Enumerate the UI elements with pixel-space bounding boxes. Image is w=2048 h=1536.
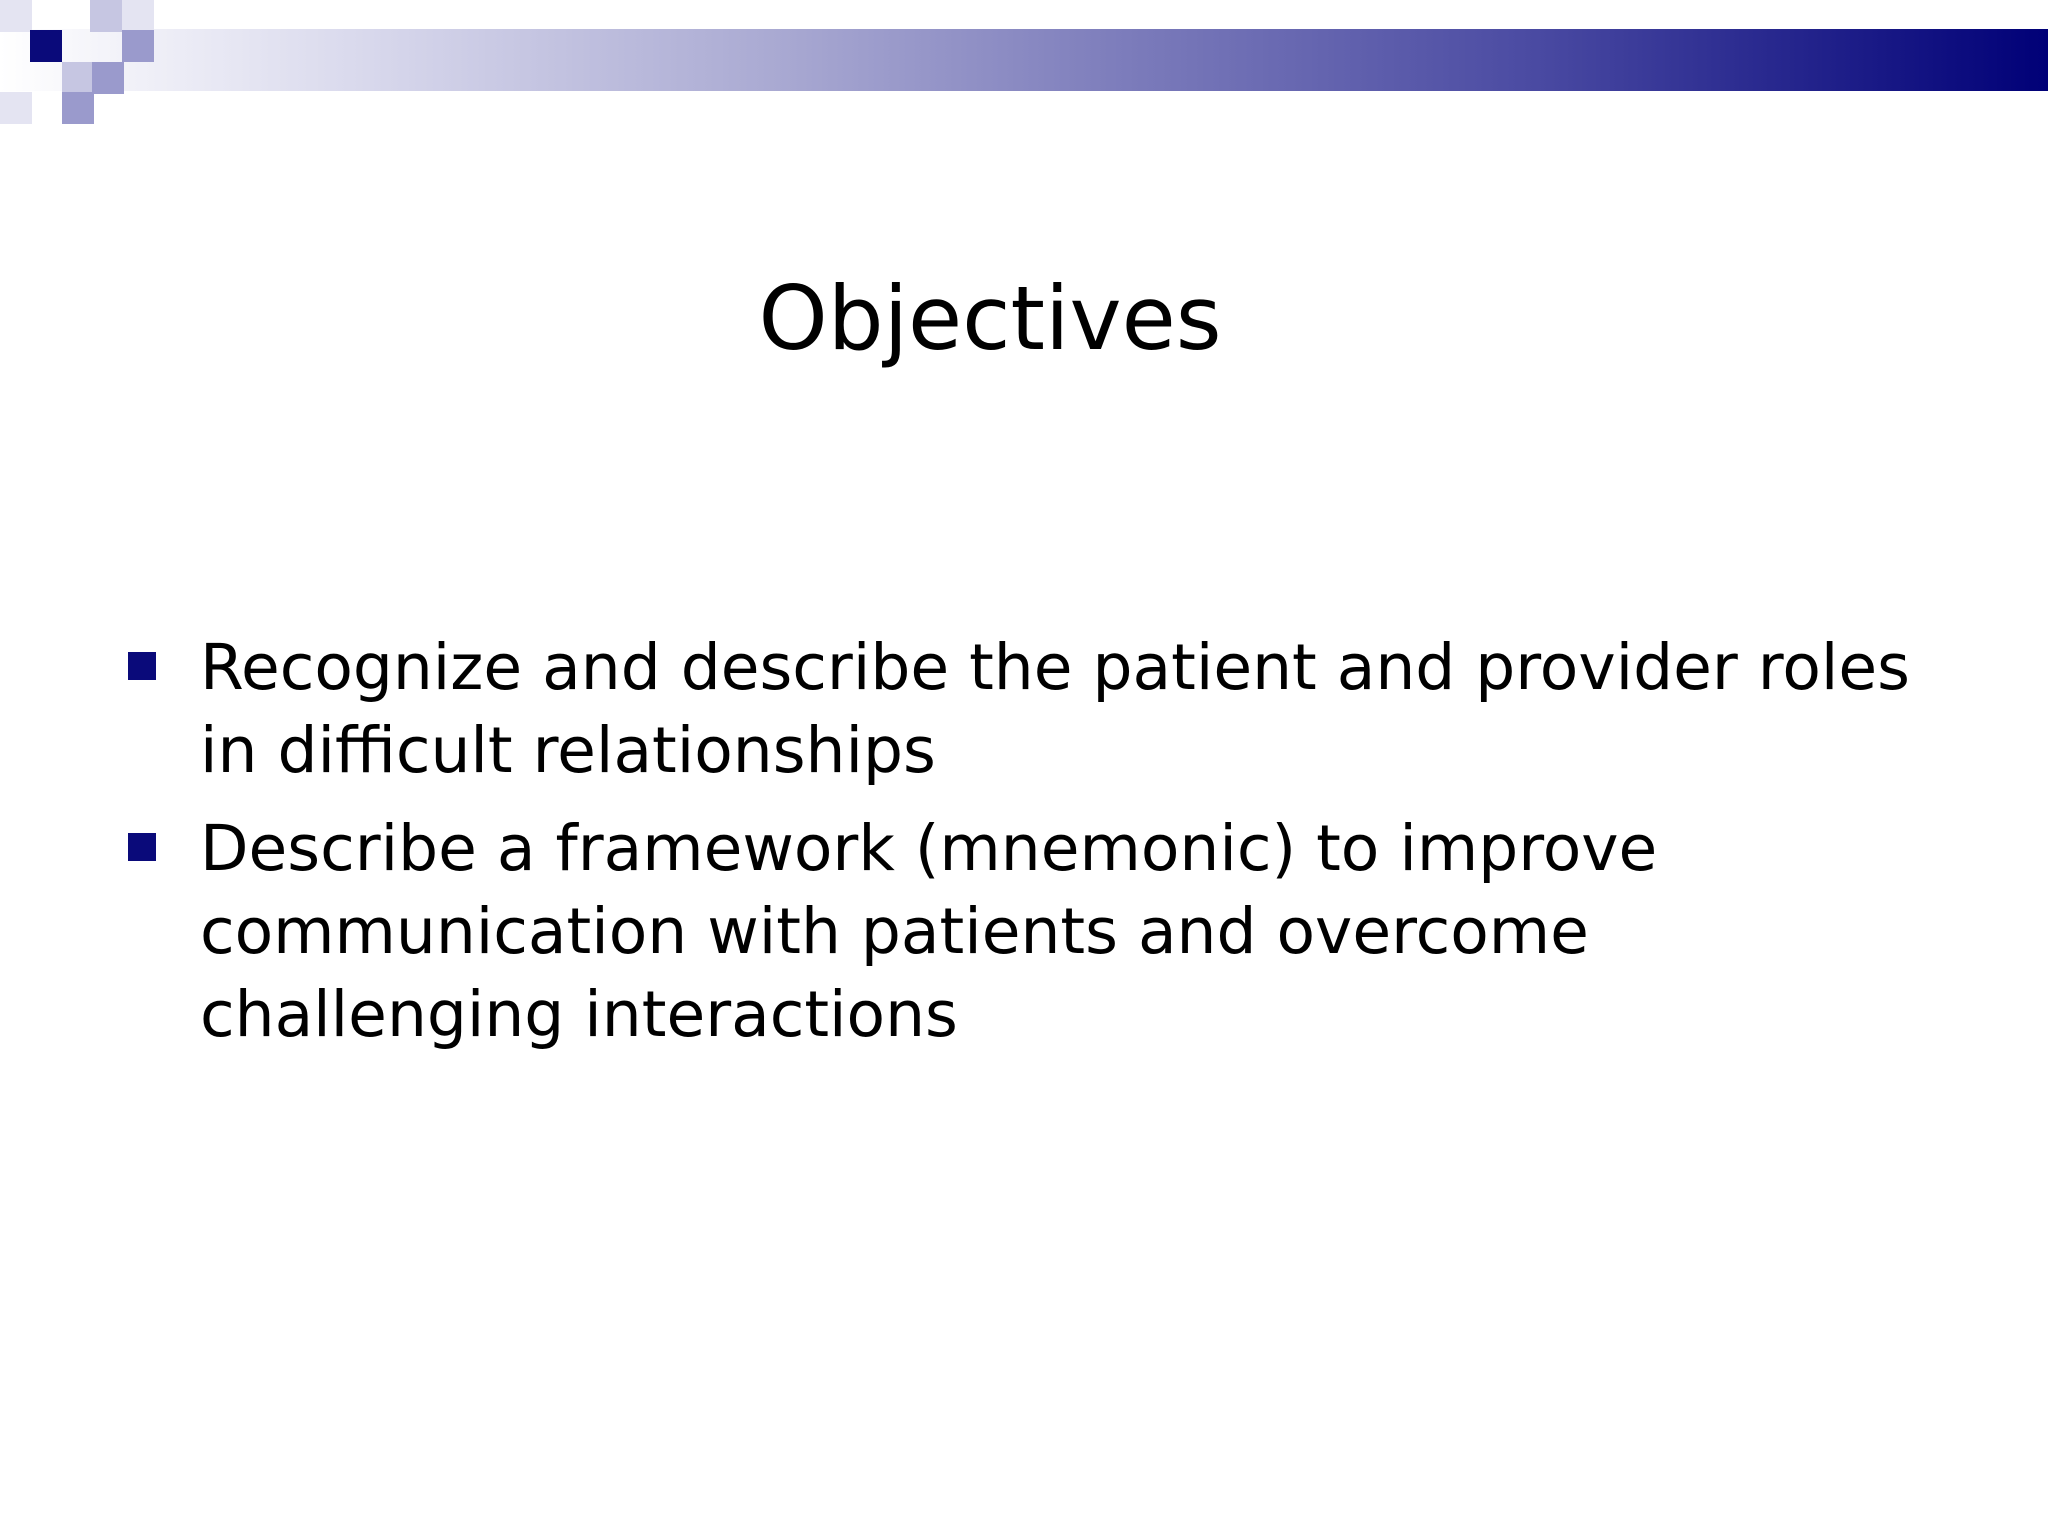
bullet-item	[126, 626, 1966, 792]
slide-title: Objectives	[758, 266, 1222, 370]
header-gradient-bar	[0, 29, 2048, 91]
bullet-item	[126, 807, 1966, 1056]
bullet-list	[126, 626, 1966, 1071]
bullet-text: Recognize and describe the patient and provider roles in difficult relationships	[200, 631, 1910, 787]
square-bullet-icon	[128, 833, 156, 861]
square-bullet-icon	[128, 652, 156, 680]
bullet-text: Describe a framework (mnemonic) to improve communication with patients and overcome challenging interactions	[200, 812, 1658, 1051]
